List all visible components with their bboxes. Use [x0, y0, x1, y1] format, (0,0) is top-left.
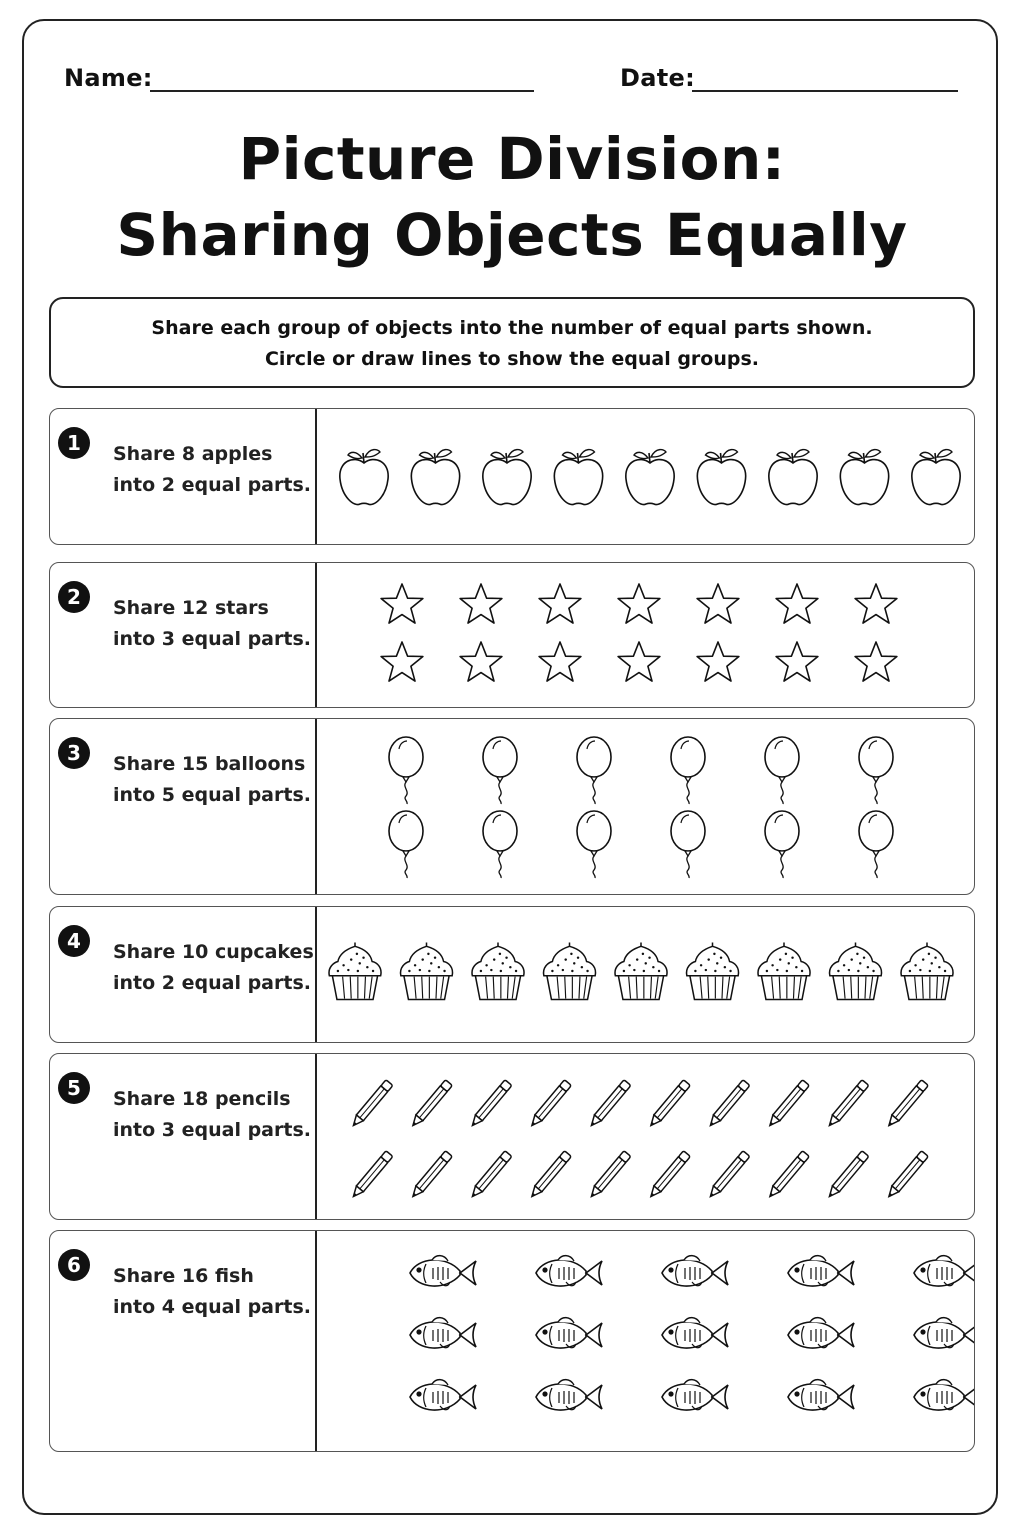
pencil-icon	[647, 1151, 690, 1200]
apple-icon	[554, 450, 602, 505]
cupcake-icon	[615, 943, 667, 1000]
balloon-icon	[765, 811, 799, 878]
star-icon	[460, 584, 502, 623]
problem-text	[113, 593, 311, 655]
star-icon	[776, 584, 818, 623]
balloon-icon	[577, 811, 611, 878]
problem-text-line1: Share 18 pencils	[113, 1088, 291, 1110]
problem-text	[113, 439, 311, 501]
problem-5	[49, 1053, 975, 1220]
star-icon	[618, 584, 660, 623]
pencil-icon	[707, 1080, 750, 1129]
pencil-icon	[588, 1151, 631, 1200]
problem-number: 4	[58, 925, 90, 957]
problem-art[interactable]	[316, 409, 974, 544]
pencil-icon	[528, 1080, 571, 1129]
pencil-icon	[409, 1080, 452, 1129]
pencil-icon	[350, 1080, 393, 1129]
star-icon	[697, 642, 739, 681]
date-label: Date:	[620, 64, 695, 92]
balloon-icon	[389, 811, 423, 878]
problem-text-line1: Share 10 cupcakes	[113, 941, 314, 963]
date-line[interactable]	[692, 90, 958, 92]
pencil-icon	[826, 1151, 869, 1200]
fish-icon	[788, 1380, 854, 1410]
apple-icon	[912, 450, 960, 505]
problem-text-line2: into 3 equal parts.	[113, 1119, 311, 1141]
problem-number: 6	[58, 1249, 90, 1281]
apple-icon	[769, 450, 817, 505]
problem-text	[113, 1084, 311, 1146]
star-icon	[776, 642, 818, 681]
fish-icon	[536, 1256, 602, 1286]
balloon-icon	[389, 737, 423, 804]
fish-icon	[788, 1256, 854, 1286]
instructions-line2: Circle or draw lines to show the equal groups.	[264, 348, 760, 370]
problem-text-line2: into 2 equal parts.	[113, 474, 311, 496]
page-title-line2: Sharing Objects Equally	[116, 201, 908, 269]
balloon-icon	[859, 811, 893, 878]
problem-text	[113, 749, 311, 811]
problem-text	[113, 1261, 311, 1323]
pencil-icon	[885, 1151, 928, 1200]
name-label: Name:	[64, 64, 153, 92]
problem-text-line2: into 3 equal parts.	[113, 628, 311, 650]
cupcake-icon	[329, 943, 381, 1000]
apple-icon	[697, 450, 745, 505]
problem-art[interactable]	[316, 1231, 974, 1451]
problem-text-line1: Share 12 stars	[113, 597, 269, 619]
star-icon	[460, 642, 502, 681]
balloon-icon	[765, 737, 799, 804]
pencil-icon	[469, 1080, 512, 1129]
balloon-icon	[671, 811, 705, 878]
cupcake-icon	[472, 943, 524, 1000]
pencil-icon	[707, 1151, 750, 1200]
balloon-icon	[671, 737, 705, 804]
star-icon	[381, 584, 423, 623]
star-icon	[539, 642, 581, 681]
fish-icon	[410, 1318, 476, 1348]
apple-icon	[483, 450, 531, 505]
balloon-icon	[577, 737, 611, 804]
problem-art[interactable]	[316, 563, 974, 707]
problem-text-line2: into 4 equal parts.	[113, 1296, 311, 1318]
fish-icon	[914, 1380, 974, 1410]
pencil-icon	[528, 1151, 571, 1200]
problem-number: 5	[58, 1072, 90, 1104]
instructions-line1: Share each group of objects into the number of equal parts shown.	[151, 317, 873, 339]
star-icon	[855, 642, 897, 681]
pencil-icon	[766, 1151, 809, 1200]
pencil-icon	[766, 1080, 809, 1129]
cupcake-icon	[830, 943, 882, 1000]
pencil-icon	[350, 1151, 393, 1200]
star-icon	[855, 584, 897, 623]
problem-3	[49, 718, 975, 895]
apple-icon	[340, 450, 388, 505]
problem-text-line1: Share 16 fish	[113, 1265, 254, 1287]
problem-number: 1	[58, 427, 90, 459]
cupcake-icon	[544, 943, 596, 1000]
apple-icon	[411, 450, 459, 505]
problem-text-line2: into 2 equal parts.	[113, 972, 311, 994]
fish-icon	[536, 1380, 602, 1410]
fish-icon	[536, 1318, 602, 1348]
star-icon	[539, 584, 581, 623]
balloon-icon	[483, 811, 517, 878]
balloon-icon	[859, 737, 893, 804]
cupcake-icon	[901, 943, 953, 1000]
fish-icon	[662, 1318, 728, 1348]
fish-icon	[662, 1256, 728, 1286]
instructions-box	[49, 297, 975, 388]
fish-icon	[914, 1256, 974, 1286]
fish-icon	[788, 1318, 854, 1348]
apple-icon	[626, 450, 674, 505]
problem-1	[49, 408, 975, 545]
cupcake-icon	[687, 943, 739, 1000]
problem-4	[49, 906, 975, 1043]
page-title-line1: Picture Division:	[238, 125, 786, 193]
problem-text-line1: Share 15 balloons	[113, 753, 306, 775]
cupcake-icon	[401, 943, 453, 1000]
fish-icon	[410, 1256, 476, 1286]
star-icon	[381, 642, 423, 681]
problem-6	[49, 1230, 975, 1452]
problem-number: 3	[58, 737, 90, 769]
star-icon	[697, 584, 739, 623]
problem-2	[49, 562, 975, 708]
pencil-icon	[826, 1080, 869, 1129]
pencil-icon	[409, 1151, 452, 1200]
apple-icon	[840, 450, 888, 505]
problem-art[interactable]	[316, 907, 974, 1042]
balloon-icon	[483, 737, 517, 804]
star-icon	[618, 642, 660, 681]
fish-icon	[662, 1380, 728, 1410]
pencil-icon	[885, 1080, 928, 1129]
pencil-icon	[647, 1080, 690, 1129]
fish-icon	[914, 1318, 974, 1348]
pencil-icon	[588, 1080, 631, 1129]
problem-art[interactable]	[316, 1054, 974, 1219]
pencil-icon	[469, 1151, 512, 1200]
problem-text-line1: Share 8 apples	[113, 443, 273, 465]
problem-text	[113, 937, 314, 999]
problem-number: 2	[58, 581, 90, 613]
problem-art[interactable]	[316, 719, 974, 894]
cupcake-icon	[758, 943, 810, 1000]
fish-icon	[410, 1380, 476, 1410]
name-line[interactable]	[150, 90, 534, 92]
problem-text-line2: into 5 equal parts.	[113, 784, 311, 806]
